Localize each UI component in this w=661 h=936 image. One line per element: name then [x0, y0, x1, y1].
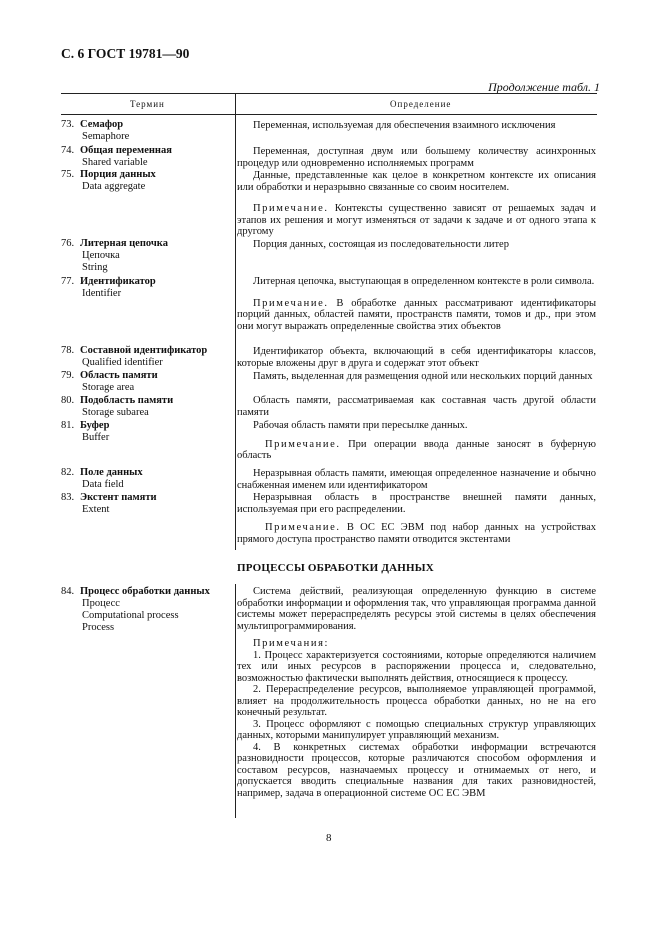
note-84-2: 2. Перераспределение ресурсов, выполняемое управляющей программой, влияет на продолжительность процесса обработки данных, но не на его конечный результат.: [237, 684, 596, 718]
definition-79: Память, выделенная для размещения одной или нескольких порций данных: [253, 371, 593, 382]
note-label: Примечание.: [265, 522, 341, 533]
note-label: Примечание.: [253, 297, 329, 309]
term-83: 83. Экстент памяти Extent: [61, 492, 157, 515]
column-divider-header: [235, 93, 236, 114]
definition-80: Область памяти, рассматриваемая как составная часть другой области памяти: [237, 395, 596, 418]
note-label: Примечание.: [253, 203, 329, 214]
definition-84: Система действий, реализующая определенную функцию в системе обработки информации и оформления так, что управляющая программа данной системы может перераспределять ресурсы этой системы в целях обеспечения мультипрограммирования. Примечания: 1. Процесс характеризуется состояниями, которые определяются наличием тех или иных ресурсов в распоряжении процесса и, следовательно, возможностью фактически выполнять действия, относящиеся к процессу. 2. Перераспределение ресурсов, выполняемое управляющей программой, влияет на продолжительность процесса обработки данных, но не на его конечный результат. 3. Процесс оформляют с помощью специальных структур управляющих данных, которыми манипулирует управляющий механизм. 4. В конкретных системах обработки информации встречаются разновидности процессов, которые различаются способом оформления и составом ресурсов, назначаемых процессу и отнимаемых от него, и допускается вводить специальные названия для таких разновидностей, например, задача в операционной системе ОС ЕС ЭВМ: [237, 586, 596, 799]
term-80: 80. Подобласть памяти Storage subarea: [61, 395, 174, 418]
note-84-1: 1. Процесс характеризуется состояниями, которые определяются наличием тех или иных ресурсов в распоряжении процесса и, следовательно, возможностью фактически выполнять действия, относящиеся к процессу.: [237, 649, 596, 684]
section-heading: ПРОЦЕССЫ ОБРАБОТКИ ДАННЫХ: [237, 562, 434, 574]
note-84-4: 4. В конкретных системах обработки информации встречаются разновидности процессов, которые различаются способом оформления и составом ресурсов, назначаемых процессу и отнимаемых от него, и допускается вводить специальные названия для таких разновидностей, например, задача в операционной системе ОС ЕС ЭВМ: [237, 741, 596, 799]
term-79: 79. Область памяти Storage area: [61, 370, 158, 393]
term-82: 82. Поле данных Data field: [61, 467, 143, 490]
table-top-rule: [61, 93, 597, 94]
definition-76: Порция данных, состоящая из последовательности литер: [253, 239, 509, 250]
definition-77: Литерная цепочка, выступающая в определенном контексте в роли символа. Примечание. В обработке данных рассматривают идентификаторы порций данных, областей памяти, пространств памяти, томов и др., при этом они могут выражать определенные свойства этих объектов: [237, 276, 597, 332]
page-number: 8: [326, 832, 332, 844]
column-header-term: Термин: [130, 99, 165, 109]
note-label: Примечание.: [265, 438, 341, 450]
notes-label: Примечания:: [253, 638, 330, 649]
page-header: С. 6 ГОСТ 19781—90: [61, 46, 190, 61]
definition-83: Неразрывная область в пространстве внешней памяти данных, используемая при его распределении. Примечание. В ОС ЕС ЭВМ под набор данных на устройствах прямого доступа пространство памяти отводится экстентами: [237, 492, 596, 545]
table-header-rule: [61, 114, 597, 115]
column-divider-84: [235, 584, 236, 818]
definition-78: Идентификатор объекта, включающий в себя идентификаторы классов, которые вложены друг в друга и содержат этот объект: [237, 346, 596, 369]
column-divider: [235, 114, 236, 550]
term-73: 73. Семафор Semaphore: [61, 119, 130, 142]
term-81: 81. Буфер Buffer: [61, 420, 110, 443]
column-header-definition: Определение: [390, 99, 452, 109]
definition-74: Переменная, доступная двум или большему количеству асинхронных процедур или одновременно исполняемых программ: [237, 146, 596, 169]
definition-73: Переменная, используемая для обеспечения взаимного исключения: [253, 120, 556, 131]
definition-82: Неразрывная область памяти, имеющая определенное назначение и обычно снабженная именем или идентификатором: [237, 468, 596, 491]
table-continuation-label: Продолжение табл. 1: [488, 80, 600, 94]
definition-81: Рабочая область памяти при пересылке данных. Примечание. При операции ввода данные заносят в буферную область: [237, 420, 596, 461]
term-75: 75. Порция данных Data aggregate: [61, 169, 156, 192]
definition-75: Данные, представленные как целое в конкретном контексте их описания или обработки и неразрывно связанные со своим носителем. Примечание. Контексты существенно зависят от решаемых задач и этапов их решения и могут изменяться от задачи к задаче и от одного этапа к другому: [237, 170, 597, 237]
term-74: 74. Общая переменная Shared variable: [61, 145, 172, 168]
term-78: 78. Составной идентификатор Qualified identifier: [61, 345, 208, 368]
term-76: 76. Литерная цепочка Цепочка String: [61, 238, 168, 273]
term-77: 77. Идентификатор Identifier: [61, 276, 156, 299]
note-84-3: 3. Процесс оформляют с помощью специальных структур управляющих данных, которыми манипулирует управляющий механизм.: [237, 718, 596, 741]
term-84: 84. Процесс обработки данных Процесс Computational process Process: [61, 586, 210, 633]
